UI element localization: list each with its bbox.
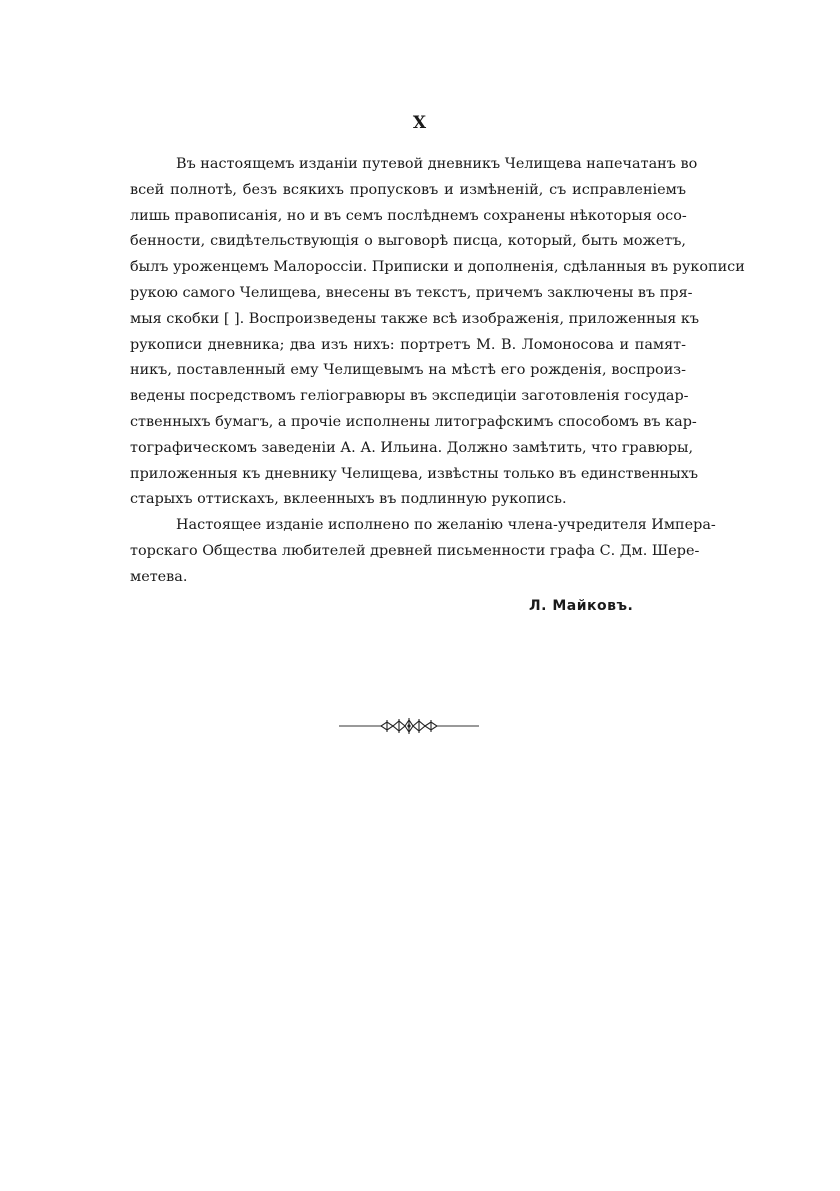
text-line: торскаго Общества любителей древней письменности графа С. Дм. Шере- (130, 542, 700, 559)
text-line: мыя скобки [ ]. Воспроизведены также всѣ изображенія, приложенныя къ (130, 310, 700, 327)
text-line: Въ настоящемъ изданіи путевой дневникъ Челищева напечатанъ во (176, 156, 698, 172)
text-line: метева. (130, 568, 188, 585)
text-line: Настоящее изданіе исполнено по желанію члена-учредителя Импера- (176, 517, 716, 534)
author-signature: Л. Майковъ. (529, 598, 634, 614)
text-line: ведены посредствомъ геліогравюры въ экспедиціи заготовленія государ- (130, 388, 689, 405)
text-line: рукописи дневника; два изъ нихъ: портретъ М. В. Ломоносова и памят- (130, 336, 686, 353)
text-line: тографическомъ заведеніи А. А. Ильина. Должно замѣтить, что гравюры, (130, 439, 694, 456)
text-line: старыхъ оттискахъ, вклеенныхъ въ подлинную рукопись. (130, 491, 567, 508)
floral-divider-icon (339, 716, 479, 736)
text-line: приложенныя къ дневнику Челищева, извѣстны только въ единственныхъ (130, 465, 698, 482)
text-line: никъ, поставленный ему Челищевымъ на мѣстѣ его рожденія, воспроиз- (130, 362, 686, 379)
text-line: всей полнотѣ, безъ всякихъ пропусковъ и измѣненій, съ исправленіемъ (130, 181, 686, 198)
text-line: лишь правописанія, но и въ семъ послѣднемъ сохранены нѣкоторыя осо- (130, 207, 687, 224)
body-text (130, 152, 745, 591)
text-line: ственныхъ бумагъ, а прочіе исполнены литографскимъ способомъ въ кар- (130, 413, 697, 430)
text-line: рукою самого Челищева, внесены въ текстъ, причемъ заключены въ пря- (130, 284, 693, 301)
text-line: бенности, свидѣтельствующія о выговорѣ писца, который, быть можетъ, (130, 233, 686, 250)
page-number: X (412, 113, 428, 133)
text-line: былъ уроженцемъ Малороссіи. Приписки и дополненія, сдѣланныя въ рукописи (130, 259, 745, 276)
paragraph-1 (130, 152, 745, 513)
paragraph-2 (130, 513, 716, 590)
